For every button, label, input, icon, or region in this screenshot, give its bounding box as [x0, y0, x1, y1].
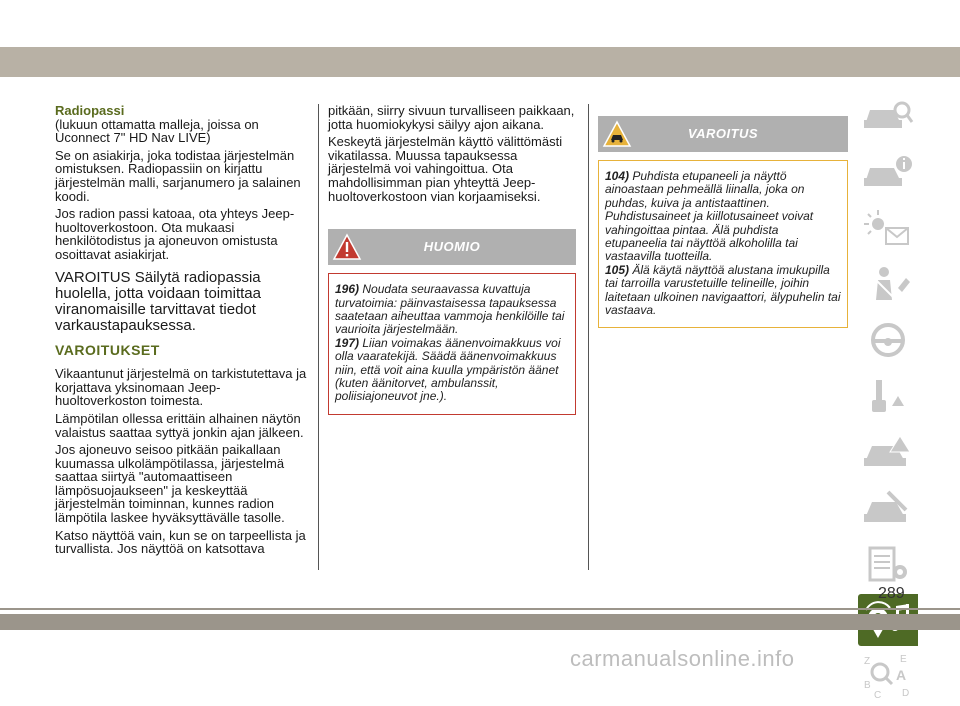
index-letter: Z [864, 656, 871, 667]
note-text: Liian voimakas äänenvoimakkuus voi olla vaaratekijä. Säädä äänenvoimakkuus niin, että voit aina kuulla ympäristön äänet (kuten äänitorvet, ambulanssit, poliisiajoneuvot jne.). [335, 335, 561, 404]
column-left [55, 104, 310, 560]
note-text: Noudata seuraavassa kuvattuja turvatoimia: päinvastaisessa tapauksessa saatetaan aiheuttaa vammoja henkilöille tai vaurioita järjestelmään. [335, 282, 565, 337]
car-info-icon[interactable] [858, 146, 918, 198]
paragraph: Se on asiakirja, joka todistaa järjestelmän omistuksen. Radiopassiin on kirjattu järjestelmän malli, sarjanumero ja salainen koodi. [55, 147, 301, 204]
bottom-band [0, 614, 960, 630]
car-search-icon[interactable] [858, 90, 918, 142]
car-crash-warning-icon[interactable] [858, 426, 918, 478]
column-divider [588, 104, 589, 570]
section-title: VAROITUKSET [55, 341, 160, 358]
note-text: Älä käytä näyttöä alustana imukupilla tai tarroilla varustetuille telineille, joihin laitetaan ulkoinen navigaattori, älypuhelin tai vastaava. [605, 262, 841, 318]
huomio-box-header [328, 229, 576, 265]
top-color-bar [0, 47, 960, 77]
index-letter: D [902, 688, 910, 699]
car-wrench-icon[interactable] [858, 482, 918, 534]
paragraph: (lukuun ottamatta malleja, joissa on Uconnect 7" HD Nav LIVE) [55, 116, 259, 146]
bottom-line [0, 608, 960, 610]
paragraph: Lämpötilan ollessa erittäin alhainen näytön valaistus saattaa syttyä jonkin ajan jälkeen. [55, 410, 304, 440]
car-warning-icon [602, 120, 632, 148]
key-icon[interactable] [858, 370, 918, 422]
paragraph: Katso näyttöä vain, kun se on tarpeellista ja turvallista. Jos näyttöä on katsottava [55, 527, 306, 557]
index-letter: A [896, 667, 907, 683]
huomio-title: HUOMIO [423, 239, 481, 255]
watermark: carmanualsonline.info [570, 646, 795, 671]
paragraph: Keskeytä järjestelmän käyttö välittömästi vikatilassa. Muussa tapauksessa järjestelmä voi vahingoittua. Ota mahdollisimman pian yhteyttä Jeep-huoltoverkostoon vian korjaamiseksi. [328, 134, 563, 204]
paragraph: Jos radion passi katoaa, ota yhteys Jeep-huoltoverkostoon. Ota mukaasi henkilötodistus ja ajoneuvon omistusta osoittavat asiakirjat. [55, 206, 295, 262]
note-text: Puhdista etupaneeli ja näyttö ainoastaan pehmeällä liinalla, joka on puhdas, kuiva ja antistaattinen. Puhdistusaineet ja kiillotusaineet voivat vahingoittaa pintaa. Älä puhdista etupaneelia tai näyttöä alkoholilla tai vastaavilla tuotteilla. [605, 169, 814, 264]
checklist-gear-icon[interactable] [858, 538, 918, 590]
index-letter: E [900, 654, 907, 665]
top-band [0, 0, 960, 88]
column-right [598, 104, 848, 328]
index-letter: C [874, 690, 882, 700]
note-number: 197) [335, 335, 360, 350]
column-divider [318, 104, 319, 570]
varoitus-box-header [598, 116, 848, 152]
note-number: 196) [335, 282, 360, 297]
note-number: 105) [605, 262, 630, 277]
radio-heading: Radiopassi [55, 103, 125, 118]
warning-triangle-icon [332, 233, 362, 261]
varoitus-box-body [598, 160, 848, 328]
varoitus-title: VAROITUS [687, 126, 759, 142]
paragraph: Jos ajoneuvo seisoo pitkään paikallaan kuumassa ulkolämpötilassa, järjestelmä saattaa siirtyä "automaattiseen lämpösuojaukseen" ja keskeyttää järjestelmän toiminnan, kunnes radion lämpötila laskee hyväksyttävälle tasolle. [55, 442, 285, 526]
page-number: 289 [878, 585, 905, 602]
paragraph: pitkään, siirry sivuun turvalliseen paikkaan, jotta huomiokykysi säilyy ajon aikana. [328, 103, 575, 132]
index-letter: B [864, 680, 871, 691]
person-seatbelt-icon[interactable] [858, 258, 918, 310]
huomio-box-body [328, 273, 576, 415]
steering-wheel-icon[interactable] [858, 314, 918, 366]
alphabet-index-icon[interactable] [858, 650, 918, 702]
note-number: 104) [605, 169, 630, 183]
column-middle [328, 104, 576, 415]
paragraph: Vikaantunut järjestelmä on tarkistutettava ja korjattava yksinomaan Jeep-huoltoverkoston toimesta. [55, 366, 307, 409]
radio-pass-warning: VAROITUS Säilytä radiopassia huolella, jotta voidaan toimittaa viranomaisille tarvittavat tiedot varkaustapauksessa. [55, 268, 261, 334]
light-mail-icon[interactable] [858, 202, 918, 254]
